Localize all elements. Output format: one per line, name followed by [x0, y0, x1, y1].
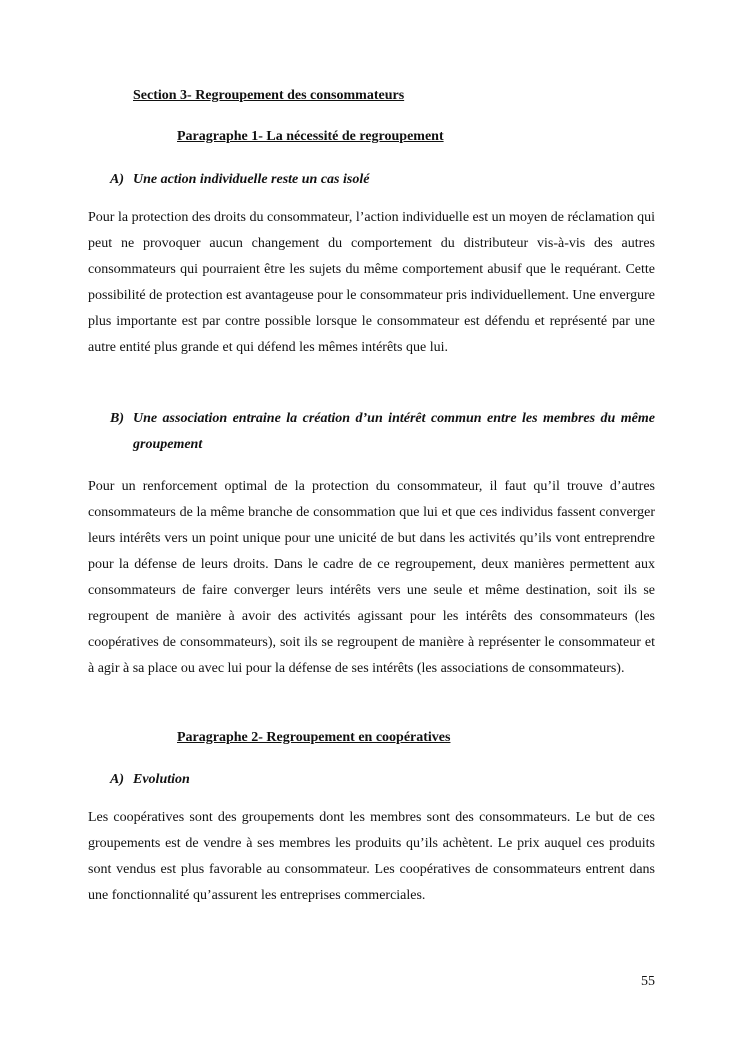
subheading-label: A) — [110, 772, 124, 787]
subheading-label: A) — [110, 172, 124, 187]
subheading-label: B) — [110, 411, 124, 426]
paragraph-1-title: Paragraphe 1- La nécessité de regroupement — [177, 129, 444, 144]
section-title: Section 3- Regroupement des consommateurs — [133, 88, 405, 103]
subheading-text: Evolution — [133, 772, 190, 787]
body-paragraph-1: Pour la protection des droits du consommateur, l’action individuelle est un moyen de réclamation qui peut ne provoquer aucun changement du comportement du distributeur vis-à-vis des autres consommateurs qui pourraient être les sujets du même comportement abusif que le requérant. Cette possibilité de protection est avantageuse pour le consommateur pris individuellement. Une envergure plus importante est par contre possible lorsque le consommateur est défendu et représenté par une autre entité plus grande et qui défend les mêmes intérêts que lui. — [88, 210, 655, 355]
paragraph-2-title: Paragraphe 2- Regroupement en coopératives — [177, 730, 451, 745]
body-paragraph-2: Pour un renforcement optimal de la protection du consommateur, il faut qu’il trouve d’autres consommateurs de la même branche de consommation que lui et que ces individus fassent converger leurs intérêts vers un point unique pour une unicité de but dans les activités qu’ils vont entreprendre pour la défense de leurs droits. Dans le cadre de ce regroupement, deux manières permettent aux consommateurs de faire converger leurs intérêts vers une seule et même destination, soit ils se regroupent de manière à avoir des activités agissant pour les intérêts des consommateurs (les coopératives de consommateurs), soit ils se regroupent de manière à représenter le consommateur et à agir à sa place ou avec lui pour la défense de ses intérêts (les associations de consommateurs). — [88, 479, 655, 676]
subheading-text: Une association entraine la création d’un intérêt commun entre les membres du même groupement — [133, 411, 655, 452]
body-paragraph-3: Les coopératives sont des groupements dont les membres sont des consommateurs. Le but de ces groupements est de vendre à ses membres les produits qu’ils achètent. Le prix auquel ces produits sont vendus est plus favorable au consommateur. Les coopératives de consommateurs entrent dans une fonctionnalité qu’assurent les entreprises commerciales. — [88, 810, 655, 903]
subheading-text: Une action individuelle reste un cas isolé — [133, 172, 370, 187]
page-number: 55 — [641, 974, 655, 989]
